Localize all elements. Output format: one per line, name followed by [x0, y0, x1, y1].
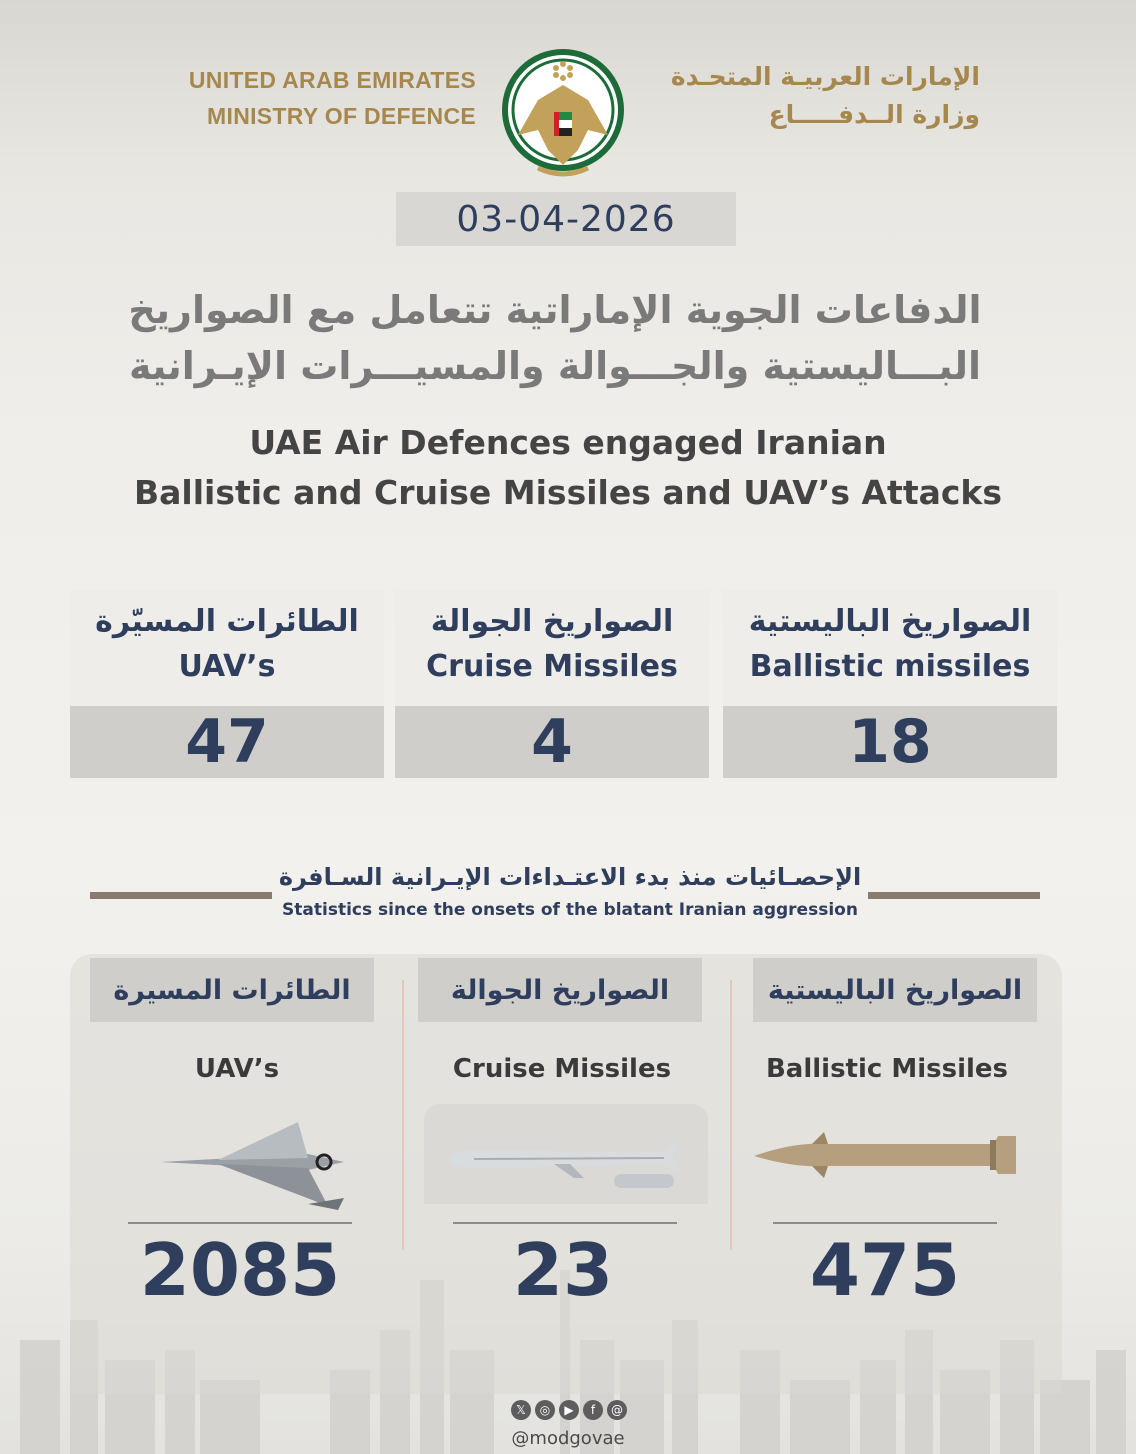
daily-card-cruise	[395, 590, 709, 778]
daily-card-uav	[70, 590, 384, 778]
threads-icon[interactable]: @	[607, 1400, 627, 1420]
daily-card-label-en: Ballistic missiles	[749, 649, 1031, 684]
headline-en-line-2: Ballistic and Cruise Missiles and UAV’s Attacks	[133, 473, 1003, 512]
drone-icon	[158, 1118, 348, 1214]
daily-card-label-en: UAV’s	[178, 649, 276, 684]
column-separator	[730, 980, 732, 1250]
stats-section-title-ar: الإحصـائيات منذ بدء الاعتـداءات الإيـرانية السـافرة	[278, 863, 862, 891]
headline-ar-line-2: البـــاليستية والجـــوالة والمسيـــرات الإيـرانية	[128, 344, 982, 388]
total-label-en-uav: UAV’s	[194, 1054, 280, 1084]
daily-card-ballistic	[723, 590, 1057, 778]
org-en-line-2: MINISTRY OF DEFENCE	[207, 103, 476, 129]
youtube-icon[interactable]: ▶	[559, 1400, 579, 1420]
cruise-missile-icon	[444, 1134, 684, 1192]
daily-card-value: 4	[395, 706, 709, 778]
daily-card-label-ar: الصواريخ الجوالة	[430, 604, 674, 639]
daily-card-label-en: Cruise Missiles	[426, 649, 678, 684]
x-icon[interactable]: 𝕏	[511, 1400, 531, 1420]
ballistic-missile-icon	[754, 1132, 1018, 1178]
total-divider	[773, 1222, 997, 1224]
daily-card-label-ar: الصواريخ الباليستية	[748, 604, 1032, 639]
headline-ar-line-1: الدفاعات الجوية الإماراتية تتعامل مع الصواريخ	[128, 288, 982, 332]
org-en-line-1: UNITED ARAB EMIRATES	[188, 67, 476, 93]
total-divider	[128, 1222, 352, 1224]
stats-section-title-en: Statistics since the onsets of the blatant Iranian aggression	[282, 900, 858, 920]
social-icons	[504, 1400, 634, 1420]
headline-english	[60, 418, 1076, 518]
total-value-uav: 2085	[139, 1228, 341, 1312]
headline-arabic	[90, 282, 1020, 394]
org-name-english	[140, 62, 476, 134]
total-label-ar-uav: الطائرات المسيرة	[90, 958, 374, 1022]
social-handle[interactable]: @modgovae	[511, 1428, 625, 1449]
instagram-icon[interactable]: ◎	[535, 1400, 555, 1420]
uae-falcon-emblem-icon	[498, 40, 628, 190]
daily-card-value: 47	[70, 706, 384, 778]
org-name-arabic	[650, 58, 980, 134]
total-value-ballistic: 475	[809, 1228, 961, 1312]
date-badge: 03-04-2026	[396, 192, 736, 246]
org-ar-line-2: وزارة الــدفـــــاع	[768, 100, 980, 129]
total-label-en-ballistic: Ballistic Missiles	[765, 1054, 1009, 1084]
headline-en-line-1: UAE Air Defences engaged Iranian	[249, 423, 887, 462]
total-label-ar-cruise: الصواريخ الجوالة	[418, 958, 702, 1022]
org-ar-line-1: الإمارات العربيـة المتحـدة	[670, 62, 980, 91]
total-label-ar-ballistic: الصواريخ الباليستية	[753, 958, 1037, 1022]
total-divider	[453, 1222, 677, 1224]
total-value-cruise: 23	[512, 1228, 614, 1312]
daily-card-label-ar: الطائرات المسيّرة	[95, 604, 359, 639]
facebook-icon[interactable]: f	[583, 1400, 603, 1420]
total-label-en-cruise: Cruise Missiles	[452, 1054, 672, 1084]
daily-card-value: 18	[723, 706, 1057, 778]
column-separator	[402, 980, 404, 1250]
